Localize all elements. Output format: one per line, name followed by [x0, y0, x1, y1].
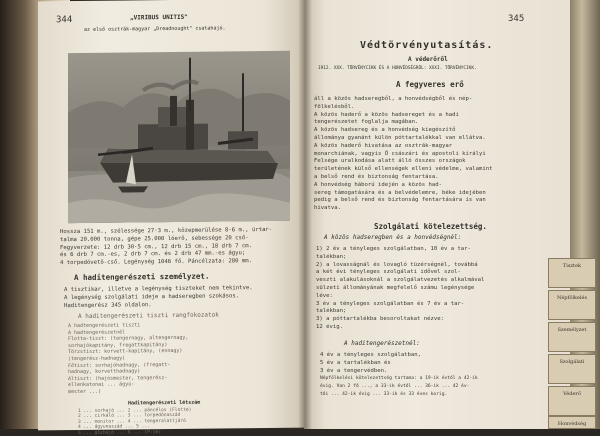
text-line: állománya gyanánt külön póttartalékkal van ellátva. — [314, 134, 486, 141]
law-reference: 1912. XXX. TÖRVÉNYCIKK ÉS A HONVÉDSÉGRŐL: XXXI. TÖRVÉNYCIKK. — [318, 66, 477, 71]
text-line: talékban; — [316, 253, 347, 260]
text-line: a belső rend és biztonság fentartása. — [314, 173, 439, 180]
index-tab[interactable]: Tisztek — [548, 258, 596, 288]
ranks-list — [68, 322, 188, 396]
ship-caption — [60, 227, 272, 268]
text-line: pedig a belső rend és biztonság fentartására is van — [314, 197, 486, 204]
rank-line: Főtiszt: sorhajóhadnagy, (fregatt- — [68, 361, 171, 369]
rank-line: ellenkatonai ... ágyú- — [68, 381, 135, 389]
right-page-subtitle: A véderőről — [408, 56, 448, 63]
armed-forces-heading: A fegyveres erő — [396, 80, 464, 89]
rank-line: hadnagy, korvetthadnagy) — [68, 368, 141, 376]
text-line: 1) 2 év a tényleges szolgálatban, 10 év a tar- — [316, 246, 471, 252]
rank-line: A hadtengerészetnél — [68, 329, 126, 336]
table-line: 5 ... gőzhajó ... 6 ... (P:16) — [78, 429, 161, 436]
table-line: 4 ... ágyunaszád ... 5 ... — [78, 424, 150, 431]
text-line: sereg támogatására és a belvédelemre, béke idejében — [314, 189, 486, 196]
rank-line: (tengerész-hadnagy) — [68, 355, 126, 363]
index-tab[interactable]: Személyzet — [548, 322, 596, 352]
ranks-heading: A haditengerészeti tiszti rangfokozatok — [78, 311, 219, 320]
text-line: fölkelésből. — [314, 103, 355, 110]
navy-heading: A haditengerészetnél: — [344, 340, 420, 347]
table-line: 1 ... sorhajó ... 2 ... páncélos (Flotte) — [78, 407, 192, 414]
index-tab[interactable]: Népfölkelés — [548, 290, 596, 320]
text-line: A legénység szolgálati ideje a hadseregben szokásos. — [64, 293, 240, 301]
text-line: területének külső ellenségek elleni védelme, valamint — [314, 166, 493, 173]
caption-line: 4 torpedóvető-cső. Legénység 1046 fő. Páncélzata: 280 mm. — [60, 258, 252, 267]
right-page — [304, 0, 576, 429]
text-line: veszti alakulásoknál a szolgálatvezetés alkalmával — [316, 277, 485, 284]
caption-line: és 6 drb 7 cm.-es, 2 drb 7 cm. és 2 drb 47 mm.-es ágyu; — [60, 250, 246, 259]
left-page-subtitle: az első osztrák-magyar „Dreadnought" csatahajó. — [84, 25, 226, 33]
text-line: talékban; — [316, 308, 347, 315]
index-tab[interactable]: Véderő — [548, 386, 596, 416]
right-page-number: 345 — [508, 14, 525, 24]
caption-line: talma 20.000 tonna, gépe 25.000 lóerő, sebessége 20 cső- — [60, 234, 249, 243]
text-line: 3 év a tényleges szolgálatban és 7 év a tar- — [316, 300, 465, 307]
text-line: tengerészetet foglalja magában. — [314, 119, 419, 126]
left-page-number: 344 — [56, 15, 73, 26]
right-page-title: Védtörvényutasítás. — [360, 40, 494, 51]
text-line: 3) a póttartalékba besoroltakat nézve: — [316, 316, 444, 323]
text-line: a két évi tényleges szolgálati idővel szol- — [316, 269, 461, 276]
rank-line: Flotta-tiszt: (tengernagy, altengernagy, — [68, 335, 189, 343]
personnel-text — [64, 285, 253, 310]
navy-text — [320, 352, 478, 399]
index-tab[interactable]: Szolgálati — [548, 354, 596, 384]
text-line: évig. Van 2 fő ..., a 33-ik évtől ... 36-ik ... 42 év- — [320, 384, 470, 390]
table-line: 2 ... cirkáló ... 3 ... torpedónaszád — [78, 413, 181, 420]
left-page-title: „VIRIBUS UNITIS" — [130, 13, 188, 22]
text-line: 12 évig. — [316, 323, 343, 330]
service-duty-text — [316, 246, 484, 332]
table-heading: Haditengerészeti létszám — [128, 399, 201, 407]
text-line: A közös haderő hivatása az osztrák-magyar — [314, 142, 453, 149]
battleship-illustration — [68, 51, 290, 223]
text-line: léve: — [316, 292, 333, 299]
text-line: hivatva. — [314, 205, 341, 212]
text-line: Népfölkelési kötelezettség tartama: a 19-ik évtől a 42-ik — [320, 376, 478, 382]
text-line: A közös haderő a közös hadsereget és a hadi — [314, 111, 459, 118]
text-line: A tisztikar, illetve a legénység tiszteket nem tekintve. — [64, 285, 253, 294]
armed-forces-text — [314, 96, 493, 213]
rank-line: A hadtengerészeti tiszti — [68, 322, 141, 330]
book-gutter — [298, 0, 312, 429]
left-page — [38, 0, 304, 436]
personnel-table — [78, 408, 191, 436]
text-line: 2) a lovasságnál és lovagló tüzérségnél, továbbá — [316, 261, 478, 268]
rank-line: sorhajókapitány, fregattkapitány) — [68, 341, 168, 349]
service-duty-subheading: A közös hadseregben és a honvédségnél: — [324, 234, 462, 241]
rank-line: Törzstiszt: korvett-kapitány, (ennagy) — [68, 348, 183, 356]
text-line: A honvédség háború idején a közös had- — [314, 181, 442, 188]
text-line: A közös hadsereg és a honvédség kiegészítő — [314, 127, 456, 134]
text-line: 3 év a tengervédben. — [320, 367, 388, 374]
text-line: 5 év a tartalékban és — [320, 359, 391, 366]
text-line: monarchiának, vagyis Ő császári és apostoli királyi — [314, 150, 486, 157]
text-line: Haditengerész 345 oldalon. — [64, 301, 152, 309]
text-line: sülzeti állományának megfelelő számu legénysége — [316, 284, 475, 291]
text-line: 4 év a tényleges szolgálatban, — [320, 352, 422, 358]
text-line: Felsége uralkodása alatt álló összes országok — [314, 158, 466, 165]
index-tab[interactable]: Honvédség — [548, 416, 596, 429]
caption-line: Fegyverzete: 12 drb 30·5 cm., 12 drb 15 cm., 18 drb 7 cm. — [60, 242, 252, 251]
text-line: tői ... 42-ik évig ... 33-ik és 33 éves korig. — [320, 391, 448, 397]
caption-line: Hossza 151 m., szélessége 27·3 m., közepmerülése 8·6 m., ürtar- — [60, 226, 273, 236]
rank-line: mester ...) — [68, 388, 102, 396]
personnel-heading: A haditengerészeti személyzet. — [74, 271, 210, 283]
service-duty-heading: Szolgálati kötelezettség. — [374, 222, 487, 231]
rank-line: Altiszt: (hajósmester, tengerész- — [68, 374, 168, 382]
table-line: 3 ... monitor ... 4 ... tengeralattjáró — [78, 418, 186, 425]
text-line: áll a közös hadseregből, a honvédségből és nép- — [314, 96, 473, 102]
